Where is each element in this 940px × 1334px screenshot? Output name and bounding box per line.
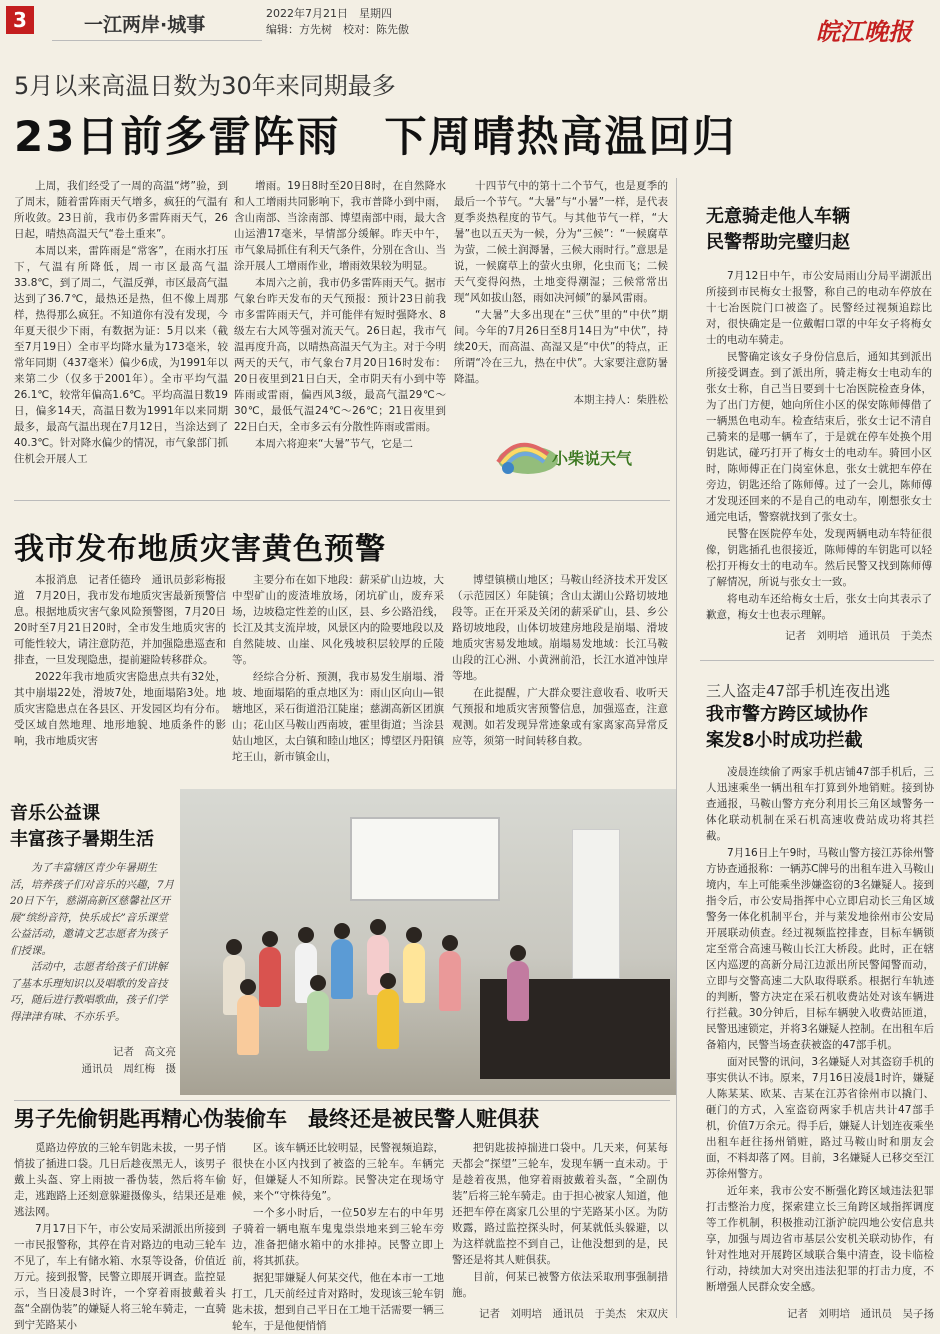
paragraph: 民警确定该女子身份信息后，通知其到派出所接受调查。到了派出所，骑走梅女士电动车的张女士称，自己当日要到十七冶医院检查身体，为了出门方便，她向所住小区的保安陈师傅借了一辆黑色电动车。检查结束后，张女士记不清自己骑来的是哪一辆车了，于是就在停车处换个用钥匙试，碰巧打开了梅女士的电动车。骑回小区时，陈师傅正在门岗室休息，张女士就把车停在旁边，钥匙还给了陈师傅。过了一会儿，陈师傅才发现还回来的不是自己的电动车，刚想张女士通完电话，警察就找到了张女士。 [706,351,932,523]
lead-headline: 23日前多雷阵雨 下周晴热高温回归 [14,112,737,161]
paragraph: 上周，我们经受了一周的高温“烤”验，到了周末，随着雷阵雨天气增多，疯狂的气温有所收敛。23日前，我市仍多雷阵雨天气，26日起，晴热高温天气“卷土重来”。 [14,180,228,240]
theft-column-2 [232,1140,444,1332]
editors: 编辑：方先树 校对：陈先傲 [266,23,409,36]
theft-column-1 [14,1140,226,1331]
screen [350,817,500,901]
paragraph: 觅路边停放的三轮车钥匙未拔，一男子悄悄拔了插进口袋。几日后趁夜黑无人，该男子戴上头盔、穿上雨披一番伪装，然后将车偷走，逃跑路上还刻意躲避摄像头，结果还是难逃法网。 [14,1142,226,1218]
date-info [266,6,409,38]
bike-byline: 记者 刘明培 通讯员 于美杰 [785,630,932,642]
header-rule [52,40,262,41]
music-headline: 音乐公益课 丰富孩子暑期生活 [10,803,154,850]
phones-headline: 我市警方跨区域协作 案发8小时成功拦截 [706,704,868,751]
section-divider [700,660,934,661]
air-conditioner [572,829,620,979]
bike-headline: 无意骑走他人车辆 民警帮助完璧归赵 [706,206,850,253]
paragraph: 为了丰富辖区青少年暑期生活，培养孩子们对音乐的兴趣，7月20日下午，慈湖高新区慈馨社区开展“缤纷音符，快乐成长”音乐课堂公益活动，邀请文艺志愿者为孩子们授课。 [10,862,175,957]
paragraph: 区。该车辆还比较明显，民警视频追踪，很快在小区内找到了被盗的三轮车。车辆完好，但嫌疑人不知所踪。民警决定在现场守候，来个“守株待兔”。 [232,1142,444,1202]
lead-column-3 [454,178,668,408]
weather-badge [478,432,668,480]
paragraph: 增雨。19日8时至20日8时，在自然降水和人工增雨共同影响下，我市普降小到中雨，含山南部、当涂南部、博望南部中雨，最大含山运漕17毫米，旱情部分缓解。昨天中午，市气象局抓住有利天气条件，分别在含山、当涂开展人工增雨作业，增雨效果较为明显。 [234,180,446,272]
paragraph: 将电动车还给梅女士后，张女士向其表示了歉意，梅女士也表示理解。 [706,593,932,621]
paragraph: 面对民警的讯问，3名嫌疑人对其盗窃手机的事实供认不讳。原来，7月16日凌晨1时许，嫌疑人陈某某、欧某、吉某在江苏省徐州市以撬门、砸门的方式，入室盗窃两家手机店共计47部手机，价值7万余元。得手后，嫌疑人计划连夜乘坐出租车赶往扬州销赃，路过马鞍山时和朋友会面，不料却落了网。目前，3名嫌疑人已移交至江苏徐州警方。 [706,1056,934,1180]
theft-byline: 记者 刘明培 通讯员 于美杰 宋双庆 [479,1308,668,1320]
paragraph: 博望镇横山地区；马鞍山经济技术开发区（示范园区）年陡镇；含山太湖山公路切坡地段等。正在开采及关闭的薪采矿山，县、乡公路切坡地段，山体切坡建房地段是崩塌、滑坡地质灾害易发地域。崩塌易发地域：长江马鞍山段的江心洲、小黄洲前沿，长江水道冲蚀岸等地。 [452,574,668,682]
newspaper-logo: 皖江晚报 [816,17,912,46]
paragraph: 近年来，我市公安不断强化跨区域违法犯罪打击整治力度，探索建立长三角跨区域指挥调度等工作机制，积极推动江浙沪皖四地公安信息共享，加强与周边省市基层公安机关联动协作，有针对性地对开展跨区域联合集中清查，设卡临检行动，持续加大对突出违法犯罪的打击力度，不断增强人民群众安全感。 [706,1185,934,1293]
paragraph: 本周六将迎来“大暑”节气，它是二 [255,438,413,450]
paragraph: “大暑”大多出现在“三伏”里的“中伏”期间。今年的7月26日至8月14日为“中伏”，持续20天，而高温、高湿又是“中伏”的特点，正所谓“冷在三九，热在中伏”。大家要注意防暑降温。 [454,309,668,385]
column-divider [676,178,677,1318]
music-byline: 记者 高文亮 通讯员 周红梅 摄 [81,1046,176,1075]
phones-kicker: 三人盗走47部手机连夜出逃 [706,682,891,700]
geo-headline: 我市发布地质灾害黄色预警 [14,532,386,567]
phones-byline: 记者 刘明培 通讯员 吴子扬 [787,1308,934,1320]
paragraph: 7月17日下午，市公安局采湖派出所接到一市民报警称，其停在肯对路边的电动三轮车不见了，车上有储水箱、水泵等设备，价值近万元。接到报警，民警立即展开调查。监控显示，当日凌晨3时许，一个穿着雨披戴着头盔“全副伪装”的嫌疑人将三轮车骑走，一直骑到宁芜路某小 [14,1223,226,1331]
weather-badge-label: 小柴说天气 [552,449,633,468]
paragraph: 7月16日上午9时，马鞍山警方接江苏徐州警方协查通报称：一辆苏C牌号的出租车进入马鞍山境内，车上可能乘坐涉嫌盗窃的3名嫌疑人。接到指令后，市公安局指挥中心立即启动长三角区域警务一体化机制平台，并与莱发地徐州市公安局开展联动侦查。经过视频监控排查，目标车辆锁定至常合高速马鞍山长江大桥段。此时，正在辖区内巡逻的高新分局江边派出所民警闻警而动，立即与交警高速二大队取得联系。根据行车轨迹的判断，警方决定在采石机收费站处对该车辆进行拦截。30分钟后，目标车辆驶入收费站匝道，民警迅速锁定，并将3名嫌疑人控制。在出租车后备箱内，民警当场查获被盗的47部手机。 [706,847,934,1051]
section-divider [14,1100,670,1101]
paragraph: 活动中，志愿者给孩子们讲解了基本乐理知识以及唱歌的发音技巧，随后进行教唱歌曲，孩子们学得津津有味、不亦乐乎。 [10,961,168,1023]
lead-column-2 [234,178,446,488]
paragraph: 本周六之前，我市仍多雷阵雨天气。据市气象台昨天发布的天气预报：预计23日前我市多雷阵雨天气，并可能伴有短时强降水、8级左右大风等强对流天气。26日起，我市气温再度升高，以晴热高温天气为主。对于今明两天的天气，市气象台7月20日16时发布：20日夜里到21日白天，全市阴天有小到中等阵雨或雷雨，偏西风3级，最高气温29℃～30℃，最低气温24℃～26℃；21日夜里到22日白天，全市多云有分散性阵雨或雷雨。 [234,277,446,433]
paragraph: 一个多小时后，一位50岁左右的中年男子骑着一辆电瓶车鬼鬼祟祟地来到三轮车旁边，准备把储水箱中的水排掉。民警立即上前，将其抓获。 [232,1207,444,1267]
music-class-photo [180,789,676,1095]
geo-column-1 [14,572,226,782]
geo-column-2 [232,572,444,782]
paragraph: 本报消息 记者任德玲 通讯员彭彩梅报道 7月20日，我市发布地质灾害最新预警信息。根据地质灾害气象风险预警图，7月20日20时至7月21日20时，全市发生地质灾害的可能性较大，请注意防范，并加强隐患巡查和排查，一旦发现隐患，提前避险转移群众。 [14,574,226,666]
geo-column-3 [452,572,668,782]
paragraph: 把钥匙拔掉揣进口袋中。几天来，何某每天都会“探望”三轮车，发现车辆一直未动。于是趁着夜黑，他穿着雨披戴着头盔，“全副伪装”后将三轮车骑走。由于担心被家人知道，他还把车停在离家几公里的宁芜路某小区。为防败露，路过监控探头时，何某就低头躲避，以为这样就监控不到自己，让他没想到的是，民警还是将其人赃俱获。 [452,1142,668,1266]
lead-kicker: 5月以来高温日数为30年来同期最多 [14,72,396,100]
paragraph: 目前，何某已被警方依法采取刑事强制措施。 [452,1271,668,1299]
section-title: 一江两岸·城事 [84,14,206,36]
bike-text [706,268,932,634]
paragraph: 在此提醒，广大群众要注意收看、收听天气预报和地质灾害预警信息，加强巡查，注意观测。如若发现异常迹象或有家离家高异常反应等，须第一时间转移自救。 [452,687,668,747]
paragraph: 7月12日中午，市公安局雨山分局平湖派出所接到市民梅女士报警，称自己的电动车停放在十七冶医院门口被盗了。民警经过视频追踪比对，很快确定是一位戴帽口罩的中年女子将梅女士的电动车骑走。 [706,270,932,346]
paragraph: 民警在医院停车处，发现两辆电动车特征很像，钥匙插孔也很接近，陈师傅的车钥匙可以轻松打开梅女士的电动车。然后民警又找到陈师傅了解情况，所说与张女士一致。 [706,528,932,588]
paragraph: 凌晨连续偷了两家手机店铺47部手机后，三人迅速乘坐一辆出租车打算到外地销赃。接到协查通报，马鞍山警方充分利用长三角区域警务一体化联动机制在采石机高速收费站成功将其拦截。 [706,766,934,842]
paragraph: 据犯罪嫌疑人何某交代，他在本市一工地打工，几天前经过肯对路时，发现该三轮车钥匙未拔，想到自己平日在工地干活需要一辆三轮车，于是他便悄悄 [232,1272,444,1332]
lead-column-1 [14,178,228,488]
host-byline: 本期主持人：柴胜松 [573,394,668,406]
paragraph: 主要分布在如下地段：薪采矿山边坡，大中型矿山的废渣堆放场，闭坑矿山，废弃采场，边坡稳定性差的山区，县、乡公路沿线，长江及其支流岸坡，风景区内的险要地段以及自然陡坡、山崖、风化残坡积层较厚的丘陵等。 [232,574,444,666]
paragraph: 经综合分析、预测，我市易发生崩塌、滑坡、地面塌陷的重点地区为：雨山区向山—银塘地区，采石街道沿江陡崖；慈湖高新区团旗山；花山区马鞍山西南坡，霍里街道；当涂县姑山地区，太白镇和睦山地区；博望区丹阳镇坨王山，新市镇金山， [232,671,444,763]
theft-headline: 男子先偷钥匙再精心伪装偷车 最终还是被民警人赃俱获 [14,1107,539,1131]
music-text [10,860,176,1025]
paragraph: 2022年我市地质灾害隐患点共有32处，其中崩塌22处，滑坡7处，地面塌陷3处。地质灾害隐患点在各县区、开发园区均有分布。受区域自然地理、地形地貌、地质条件的影响，我市地质灾害 [14,671,226,747]
paragraph: 十四节气中的第十二个节气，也是夏季的最后一个节气。“大暑”与“小暑”一样，是代表夏季炎热程度的节气。与其他节气一样，“大暑”也以五天为一候，分为“三候”：“一候腐草为萤，二候土润溽暑，三候大雨时行。”意思是说，一候腐草上的萤火虫卵，化虫而飞；二候天气变得闷热，土地变得潮湿；三候常常出现“风如拔山怒，雨如决河倾”的暴风雷雨。 [454,180,668,304]
paragraph: 本周以来，雷阵雨是“常客”，在雨水打压下，气温有所降低，周一市区最高气温33.8℃，到了周二，气温反弹，市区最高气温达到了36.7℃，最热还是热，但不像上周那样，热得那么疯狂。不知道你有没有发现，今年夏天很少下雨，有数据为证：5月以来（截至7月19日）全市平均降水量为173毫米，较常年同期（437毫米）偏少6成，为1991年以来第二少（仅多于2001年）。全市平均气温26.1℃，较常年偏高1.6℃。平均高温日数19日，偏多14天，高温日数为1991年以来同期最多，最高气温出现在7月12日，当涂达到了40.3℃。针对降水偏少的情况，市气象部门抓住机会开展人工 [14,245,228,465]
theft-column-3 [452,1140,668,1308]
date: 2022年7月21日 星期四 [266,7,392,20]
phones-text [706,764,934,1304]
page-number: 3 [6,6,34,34]
section-divider [14,500,670,501]
